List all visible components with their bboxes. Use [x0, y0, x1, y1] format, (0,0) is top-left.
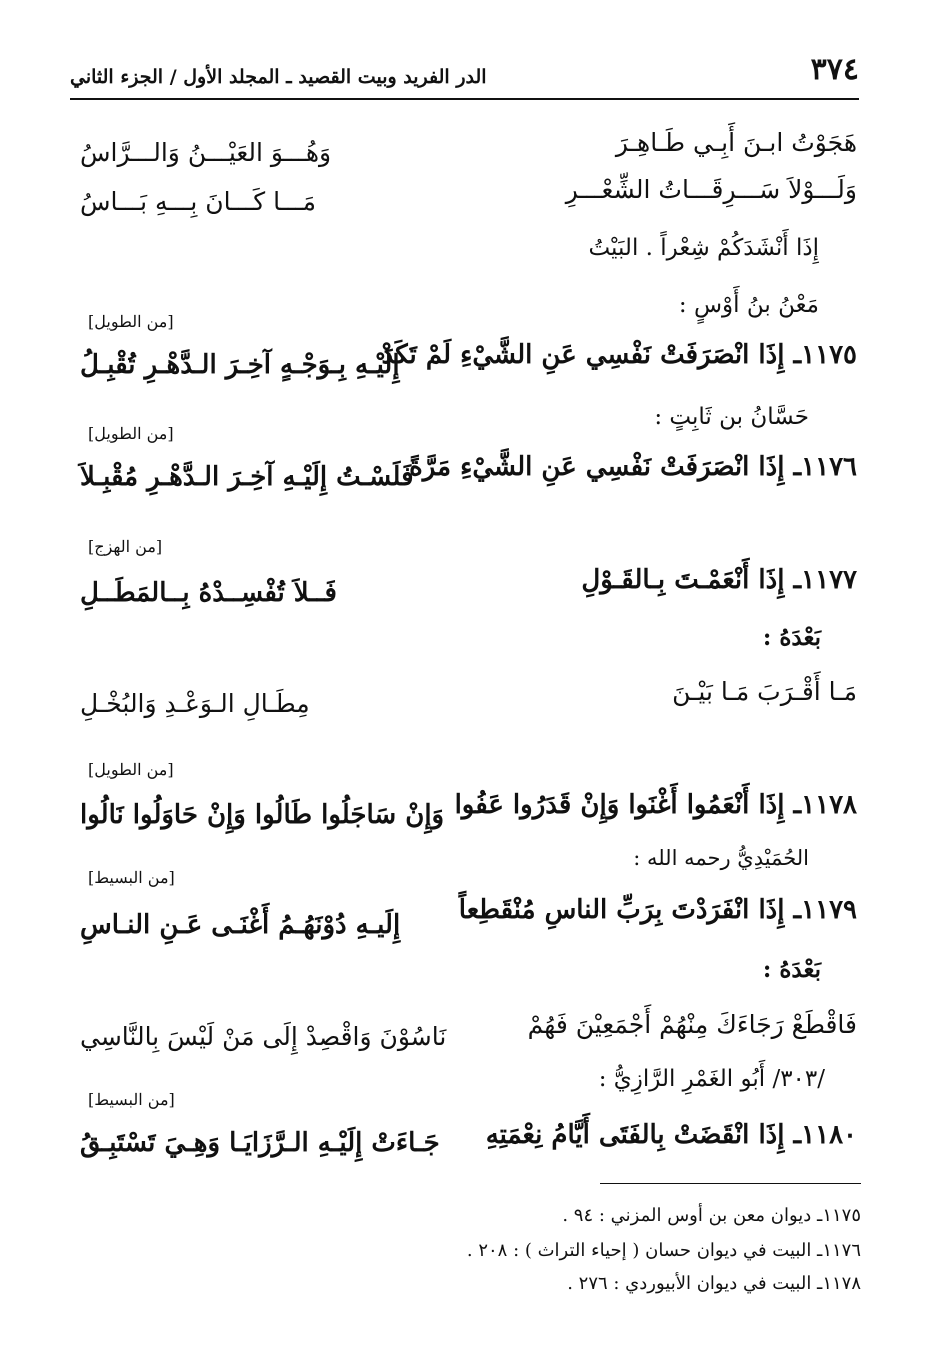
verse-1179b-second-hemistich: نَاسُوْنَ وَاقْصِدْ إِلَى مَنْ لَيْسَ بِالنَّاسِي [80, 1022, 447, 1051]
verse-1178-second-hemistich: وَإِنْ سَاجَلُوا طَالُوا وَإِنْ حَاوَلُوا نَالُوا [80, 800, 445, 830]
footnote-rule [600, 1183, 861, 1184]
verse-1175-first-hemistich: ١١٧٥ـ إِذَا انْصَرَفَتْ نَفْسِي عَنِ الشَّيْءِ لَمْ تَكَدْ [381, 340, 857, 370]
running-title: الدر الفريد وبيت القصيد ـ المجلد الأول / الجزء الثاني [70, 66, 487, 88]
verse-1180-second-hemistich: جَـاءَتْ إِلَيْـهِ الـرَّزَايَـا وَهِـيَ تَسْتَبِـقُ [80, 1128, 440, 1158]
verse-1175-second-hemistich: إِلَيْـهِ بِـوَجْـهٍ آخِـرَ الـدَّهْـرِ تُقْبِـلُ [80, 350, 400, 380]
verse-1177b-second-hemistich: مِطَـالِ الـوَعْـدِ وَالبُخْـلِ [80, 689, 310, 718]
verse-1177-first-hemistich: ١١٧٧ـ إِذَا أَنْعَمْـتَ بِـالقَـوْلِ [581, 565, 857, 595]
poet-intro: حَسَّانُ بن ثَابِتٍ : [654, 404, 809, 430]
verse-1179b-first-hemistich: فَاقْطَعْ رَجَاءَكَ مِنْهُمْ أَجْمَعِيْنَ فَهُمْ [527, 1010, 857, 1039]
meter-label: [من الطويل] [88, 760, 174, 779]
verse-1179-first-hemistich: ١١٧٩ـ إِذَا انْفَرَدْتَ بِرَبِّ الناسِ مُنْقَطِعاً [458, 895, 857, 925]
meter-label: [من البسيط] [88, 868, 175, 887]
verse-1180-first-hemistich: ١١٨٠ـ إِذَا انْقَضَتْ بِالفَتَى أَيَّامُ نِعْمَتِهِ [485, 1120, 857, 1150]
footnote: ١١٧٦ـ البيت في ديوان حسان ( إحياء التراث ) : ٢٠٨ . [466, 1240, 861, 1261]
poet-intro: /٣٠٣/ أَبُو الغَمْرِ الرَّازِيُّ : [598, 1066, 825, 1092]
verse-b-first-hemistich: وَلَـــوْلاَ سَـــرِقَـــاتُ الشِّعْـــرِ [565, 175, 857, 204]
after-label: بَعْدَهُ : [762, 624, 821, 651]
verse-a-second-hemistich: وَهُـــوَ العَيْـــنُ وَالـــرَّاسُ [80, 138, 332, 167]
meter-label: [من الهزج] [88, 537, 163, 556]
verse-1176-first-hemistich: ١١٧٦ـ إِذَا انْصَرَفَتْ نَفْسِي عَنِ الشَّيْءِ مَرَّةً [409, 452, 857, 482]
poet-intro: الحُمَيْدِيُّ رحمه الله : [633, 846, 809, 870]
after-label: بَعْدَهُ : [762, 956, 821, 983]
header-rule [70, 98, 859, 100]
verse-b-second-hemistich: مَـــا كَـــانَ بِـــهِ بَـــاسُ [80, 187, 317, 216]
verse-1178-first-hemistich: ١١٧٨ـ إِذَا أَنْعَمُوا أَغْنَوا وَإِنْ قَدَرُوا عَفُوا [454, 790, 857, 820]
poet-intro: مَعْنُ بنُ أَوْسٍ : [678, 292, 819, 318]
verse-1177-second-hemistich: فَــلاَ تُفْسِــدْهُ بِــالمَطَــلِ [80, 578, 337, 608]
verse-1177b-first-hemistich: مَـا أَقْـرَبَ مَـا بَيْـنَ [672, 677, 857, 706]
meter-label: [من الطويل] [88, 424, 174, 443]
verse-a-first-hemistich: هَجَوْتُ ابـنَ أَبِـي طَـاهِـرَ [615, 128, 857, 157]
page-header [70, 52, 859, 96]
footnote: ١١٧٨ـ البيت في ديوان الأبيوردي : ٢٧٦ . [567, 1273, 861, 1294]
page-number: ٣٧٤ [810, 52, 859, 87]
meter-label: [من الطويل] [88, 312, 174, 331]
text-line: إِذَا أَنْشَدَكُمْ شِعْراً . البَيْتُ [588, 235, 819, 261]
verse-1179-second-hemistich: إِلَيـهِ دُوْنَهُـمُ أَغْنَـى عَـنِ النـاسِ [80, 910, 401, 940]
meter-label: [من البسيط] [88, 1090, 175, 1109]
verse-1176-second-hemistich: فَلَسْـتُ إِلَيْـهِ آخِـرَ الـدَّهْـرِ مُقْبِـلاَ [80, 462, 414, 492]
footnote: ١١٧٥ـ ديوان معن بن أوس المزني : ٩٤ . [562, 1205, 861, 1226]
